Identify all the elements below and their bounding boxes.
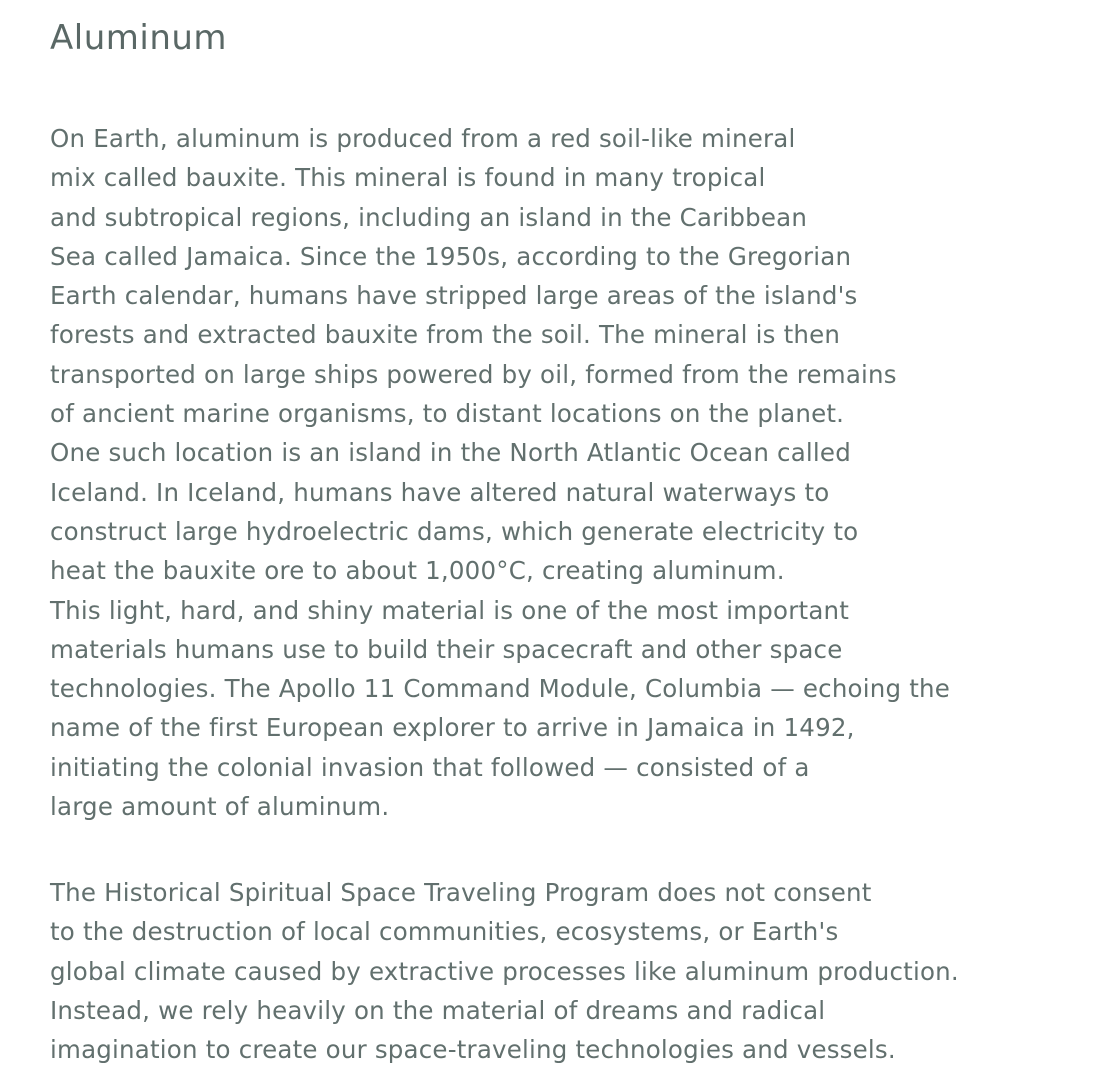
- paragraph-aluminum-history: [50, 119, 950, 826]
- text-line: technologies. The Apollo 11 Command Module, Columbia — echoing the: [50, 674, 951, 704]
- text-line: name of the first European explorer to arrive in Jamaica in 1492,: [50, 713, 855, 743]
- text-line: imagination to create our space-traveling technologies and vessels.: [50, 1035, 896, 1065]
- text-line: mix called bauxite. This mineral is found in many tropical: [50, 163, 766, 193]
- paragraph-program-statement: [50, 873, 959, 1069]
- document-title: Aluminum: [50, 18, 228, 58]
- text-line: materials humans use to build their spacecraft and other space: [50, 634, 843, 664]
- text-line: Iceland. In Iceland, humans have altered natural waterways to: [50, 477, 830, 507]
- text-line: construct large hydroelectric dams, which generate electricity to: [50, 516, 859, 546]
- text-line: On Earth, aluminum is produced from a red soil-like mineral: [50, 124, 796, 153]
- text-line: Instead, we rely heavily on the material of dreams and radical: [50, 995, 826, 1025]
- text-line: of ancient marine organisms, to distant locations on the planet.: [50, 399, 845, 429]
- text-line: One such location is an island in the North Atlantic Ocean called: [50, 438, 851, 468]
- text-line: global climate caused by extractive processes like aluminum production.: [50, 956, 959, 986]
- text-line: Sea called Jamaica. Since the 1950s, according to the Gregorian: [50, 241, 852, 271]
- text-line: to the destruction of local communities, ecosystems, or Earth's: [50, 917, 839, 947]
- text-line: forests and extracted bauxite from the soil. The mineral is then: [50, 320, 841, 350]
- text-line: initiating the colonial invasion that followed — consisted of a: [50, 752, 810, 782]
- text-line: The Historical Spiritual Space Traveling Program does not consent: [50, 878, 872, 907]
- text-line: heat the bauxite ore to about 1,000°C, creating aluminum.: [50, 556, 785, 586]
- text-line: and subtropical regions, including an island in the Caribbean: [50, 202, 808, 232]
- text-line: Earth calendar, humans have stripped large areas of the island's: [50, 281, 858, 311]
- text-line: transported on large ships powered by oil, formed from the remains: [50, 359, 897, 389]
- text-line: This light, hard, and shiny material is one of the most important: [50, 595, 850, 625]
- text-line: large amount of aluminum.: [50, 792, 390, 822]
